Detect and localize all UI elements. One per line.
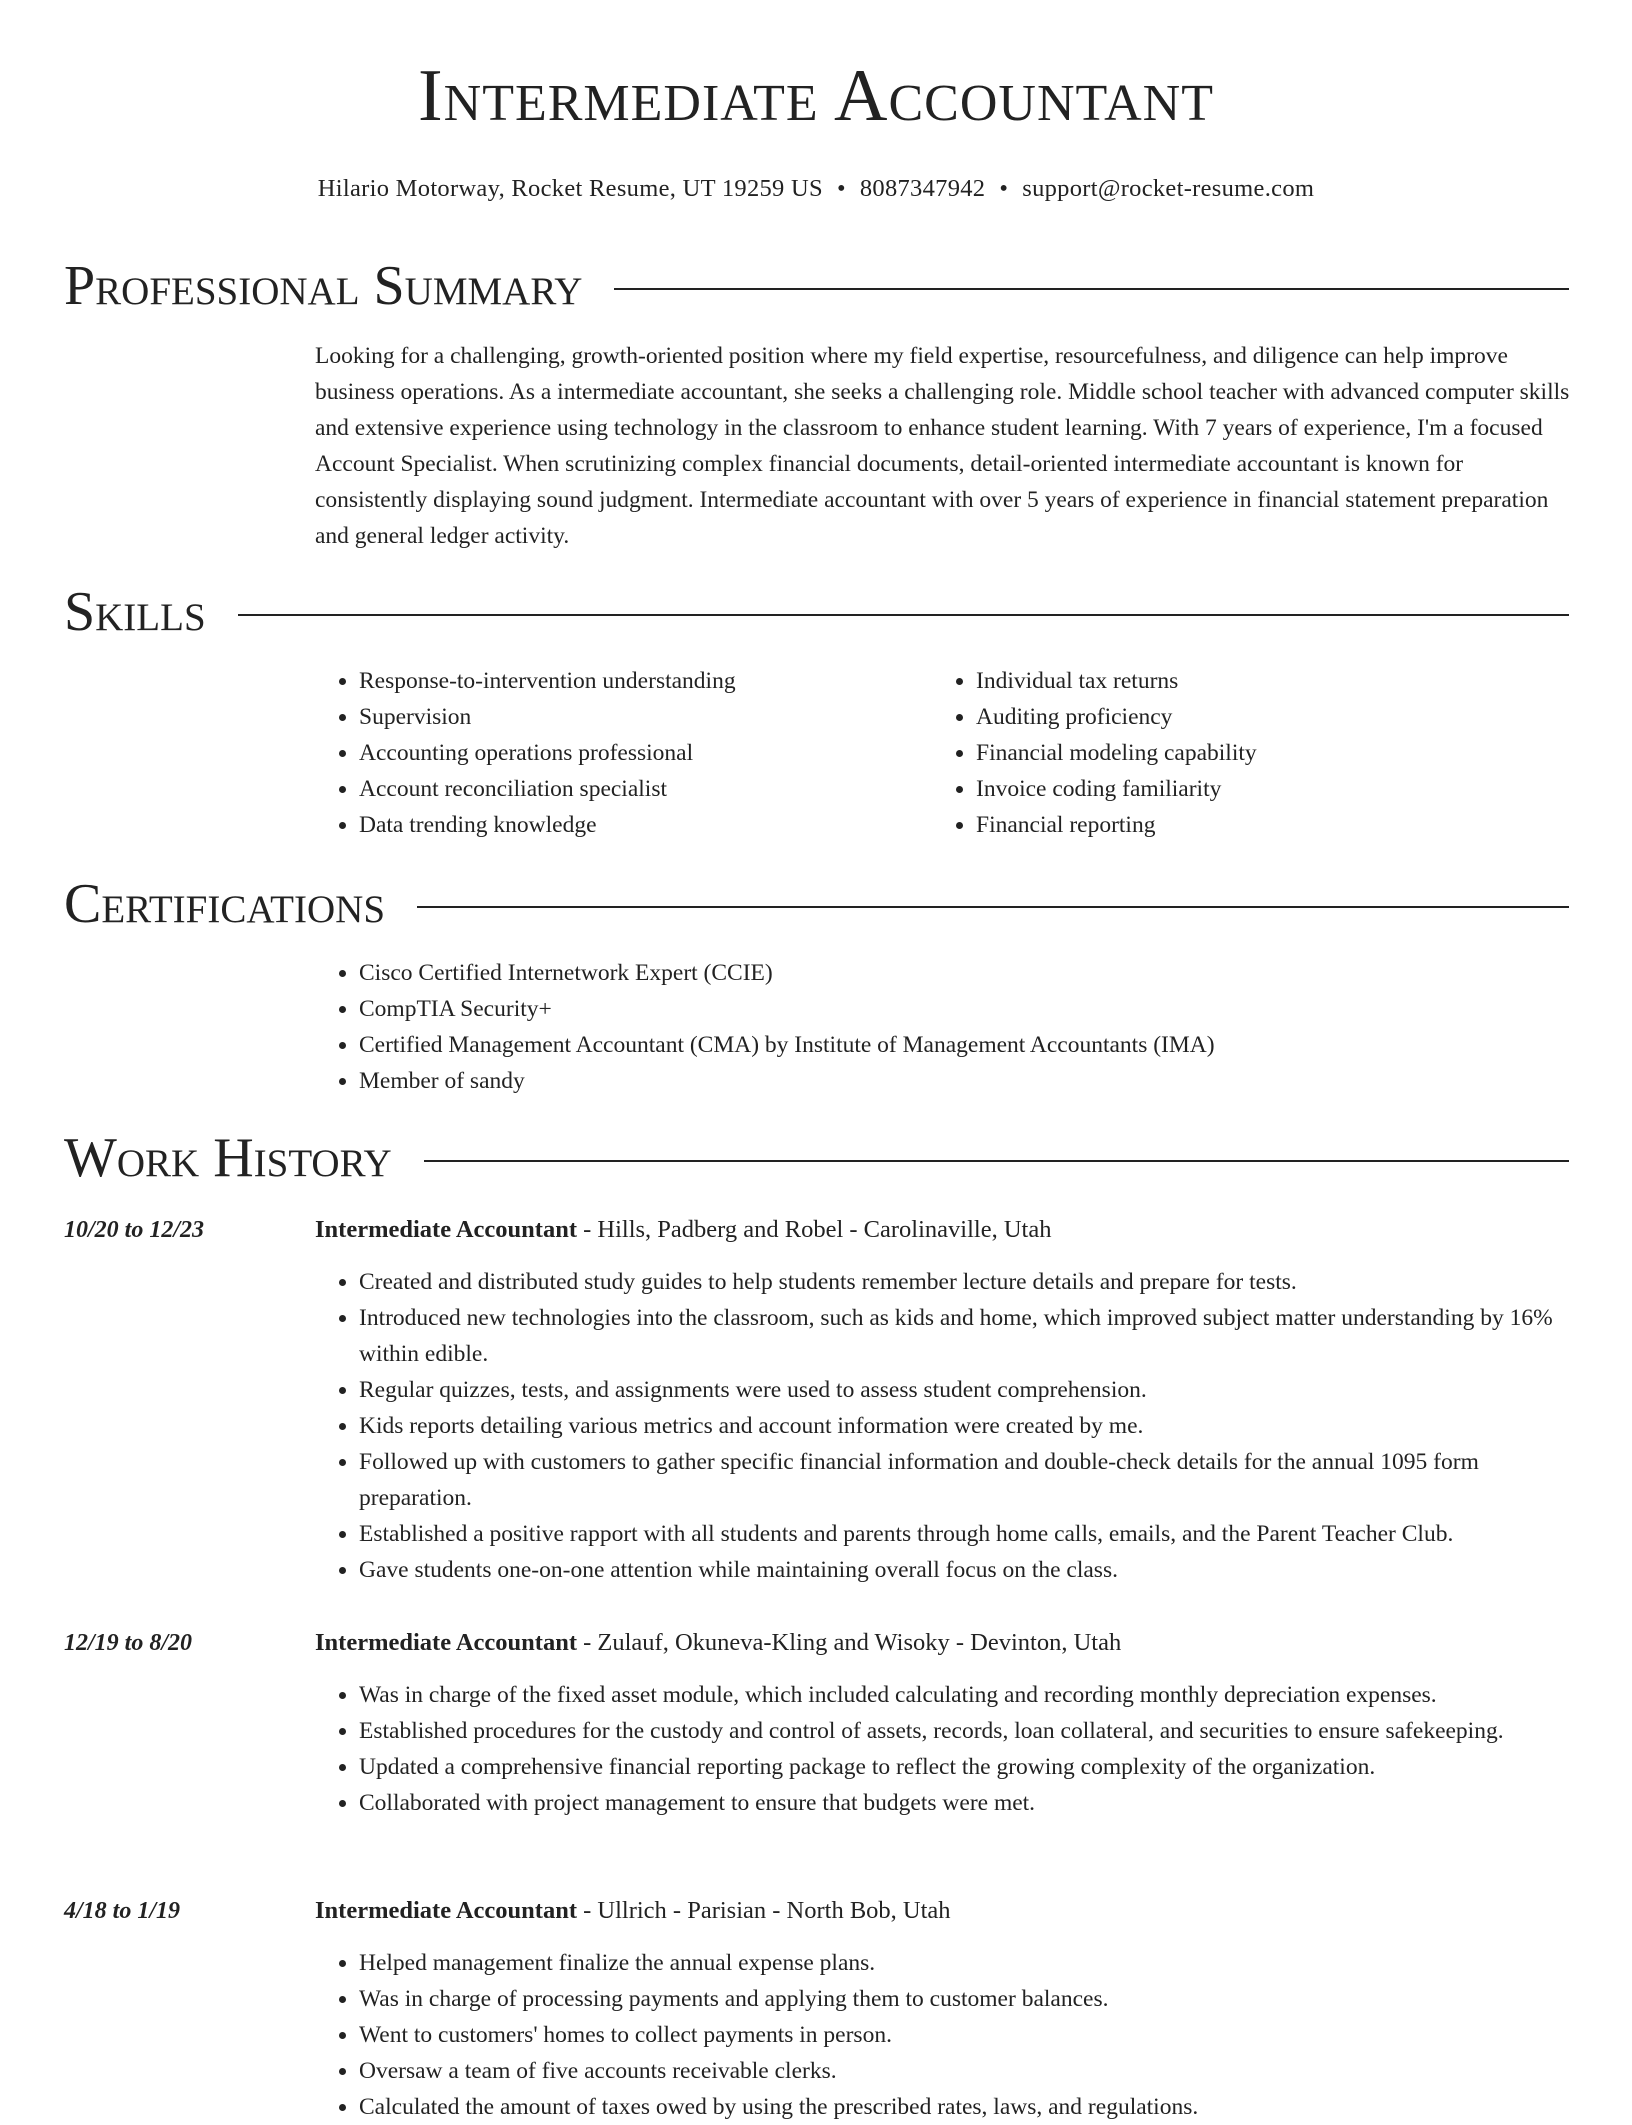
job-bullets: [315, 1264, 1570, 1588]
job-company-location: - Ullrich - Parisian - North Bob, Utah: [576, 1897, 951, 1924]
skill-item: • Data trending knowledge: [359, 807, 875, 843]
skills-section-header: [64, 581, 1569, 643]
job-bullet: • Calculated the amount of taxes owed by using the prescribed rates, laws, and regulations.: [359, 2089, 1570, 2125]
job-dates: 12/19 to 8/20: [64, 1630, 193, 1656]
job-bullet: • Established procedures for the custody and control of assets, records, loan collateral, and securities to ensure safekeeping.: [359, 1713, 1570, 1749]
job-bullet: • Updated a comprehensive financial reporting package to reflect the growing complexity of the organization.: [359, 1749, 1570, 1785]
job-role: Intermediate Accountant: [315, 1897, 577, 1924]
contact-separator: •: [999, 175, 1009, 202]
job-bullet: • Went to customers' homes to collect payments in person.: [359, 2017, 1570, 2053]
section-divider: [417, 906, 1569, 908]
skills-right-list: [932, 663, 1492, 843]
job-title-line: [315, 1212, 1570, 1248]
certification-item: • CompTIA Security+: [359, 991, 1570, 1027]
certification-item: • Member of sandy: [359, 1063, 1570, 1099]
job-company-location: - Hills, Padberg and Robel - Carolinaville, Utah: [576, 1216, 1052, 1243]
job-dates: 4/18 to 1/19: [64, 1898, 181, 1924]
job-bullet-list: [315, 1945, 1570, 2125]
job-bullet: • Followed up with customers to gather specific financial information and double-check details for the annual 1095 form preparation.: [359, 1444, 1570, 1516]
skill-item: • Response-to-intervention understanding: [359, 663, 875, 699]
job-bullet: • Helped management finalize the annual expense plans.: [359, 1945, 1570, 1981]
section-divider: [614, 288, 1569, 290]
skills-heading: Skills: [64, 581, 206, 643]
job-bullet-list: [315, 1677, 1570, 1821]
contact-address: Hilario Motorway, Rocket Resume, UT 19259 US: [317, 175, 823, 202]
summary-heading: Professional Summary: [64, 255, 583, 317]
skills-right-column: [932, 663, 1492, 843]
job-bullet: • Was in charge of the fixed asset module, which included calculating and recording monthly depreciation expenses.: [359, 1677, 1570, 1713]
section-divider: [238, 614, 1569, 616]
skill-item: • Supervision: [359, 699, 875, 735]
job-bullet: • Oversaw a team of five accounts receivable clerks.: [359, 2053, 1570, 2089]
resume-name: Intermediate Accountant: [418, 55, 1214, 137]
skill-item: • Auditing proficiency: [976, 699, 1492, 735]
contact-phone: 8087347942: [859, 175, 986, 202]
certification-item: • Certified Management Accountant (CMA) by Institute of Management Accountants (IMA): [359, 1027, 1570, 1063]
skill-item: • Individual tax returns: [976, 663, 1492, 699]
certifications-block: [315, 955, 1570, 1099]
job-role: Intermediate Accountant: [315, 1629, 577, 1656]
skill-item: • Account reconciliation specialist: [359, 771, 875, 807]
job-bullet: • Gave students one-on-one attention while maintaining overall focus on the class.: [359, 1552, 1570, 1588]
summary-section-header: [64, 255, 1569, 317]
job-bullet-list: [315, 1264, 1570, 1588]
job-bullet: • Created and distributed study guides to help students remember lecture details and prepare for tests.: [359, 1264, 1570, 1300]
skill-item: • Financial reporting: [976, 807, 1492, 843]
job-bullet: • Was in charge of processing payments and applying them to customer balances.: [359, 1981, 1570, 2017]
contact-email: support@rocket-resume.com: [1022, 175, 1315, 202]
certifications-section-header: [64, 873, 1569, 935]
job-bullet: • Kids reports detailing various metrics and account information were created by me.: [359, 1408, 1570, 1444]
job-bullet: • Introduced new technologies into the classroom, such as kids and home, which improved subject matter understanding by 16% within edible.: [359, 1300, 1570, 1372]
job-role: Intermediate Accountant: [315, 1216, 577, 1243]
section-divider: [424, 1160, 1569, 1162]
skill-item: • Financial modeling capability: [976, 735, 1492, 771]
job-bullet: • Regular quizzes, tests, and assignments were used to assess student comprehension.: [359, 1372, 1570, 1408]
work-history-heading: Work History: [64, 1127, 392, 1189]
certifications-heading: Certifications: [64, 873, 386, 935]
job-title-line: [315, 1625, 1570, 1661]
job-bullet: • Collaborated with project management to ensure that budgets were met.: [359, 1785, 1570, 1821]
skill-item: • Accounting operations professional: [359, 735, 875, 771]
contact-line: [0, 174, 1632, 203]
skills-left-list: [315, 663, 875, 843]
job-bullets: [315, 1945, 1570, 2125]
summary-text: Looking for a challenging, growth-oriented position where my field expertise, resourcefulness, and diligence can help improve business operations. As a intermediate accountant, she seeks a challenging role. Middle school teacher with advanced computer skills and extensive experience using technology in the classroom to enhance student learning. With 7 years of experience, I'm a focused Account Specialist. When scrutinizing complex financial documents, detail-oriented intermediate accountant is known for consistently displaying sound judgment. Intermediate accountant with over 5 years of experience in financial statement preparation and general ledger activity.: [315, 343, 1570, 549]
certification-item: • Cisco Certified Internetwork Expert (CCIE): [359, 955, 1570, 991]
contact-separator: •: [836, 175, 846, 202]
job-dates: 10/20 to 12/23: [64, 1217, 205, 1243]
job-title-line: [315, 1893, 1570, 1929]
work-history-section-header: [64, 1127, 1569, 1189]
job-company-location: - Zulauf, Okuneva-Kling and Wisoky - Devinton, Utah: [576, 1629, 1122, 1656]
skill-item: • Invoice coding familiarity: [976, 771, 1492, 807]
job-bullets: [315, 1677, 1570, 1821]
skills-left-column: [315, 663, 875, 843]
certifications-list: [315, 955, 1570, 1099]
job-bullet: • Established a positive rapport with all students and parents through home calls, emails, and the Parent Teacher Club.: [359, 1516, 1570, 1552]
